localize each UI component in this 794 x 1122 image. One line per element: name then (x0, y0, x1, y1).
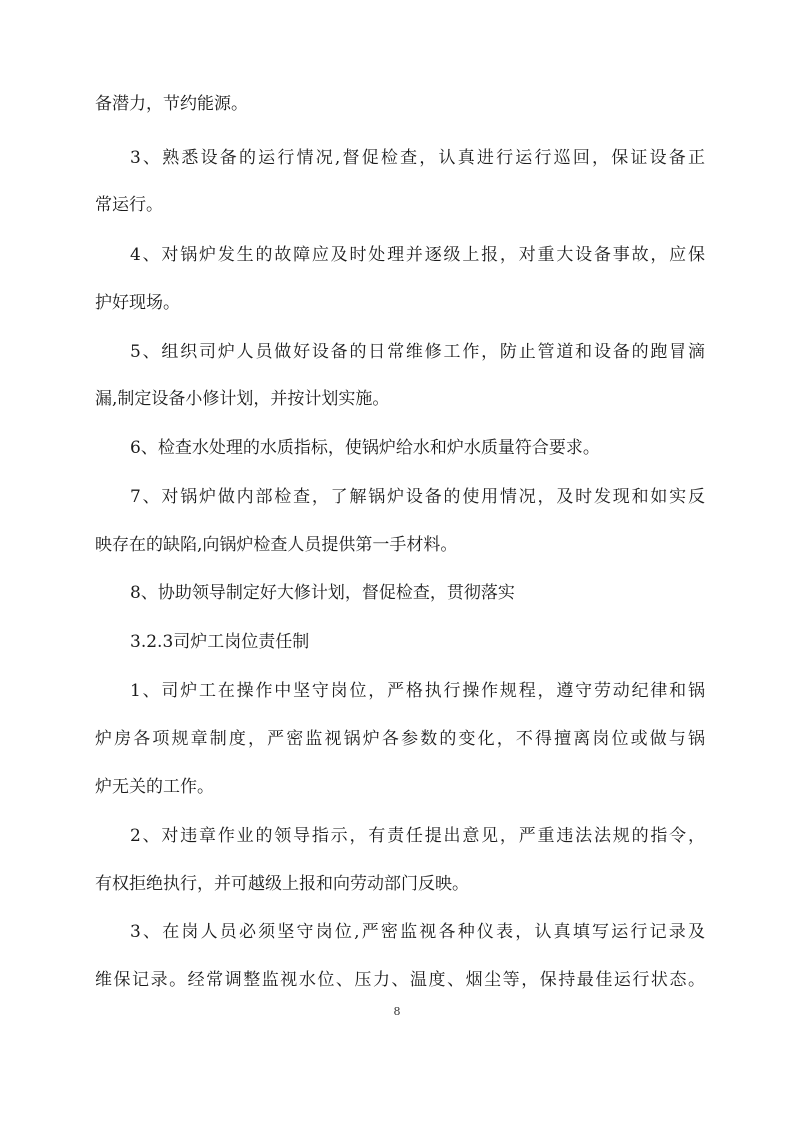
paragraph-line: 5、组织司炉人员做好设备的日常维修工作，防止管道和设备的跑冒滴 (130, 342, 705, 362)
paragraph-line: 3、在岗人员必须坚守岗位,严密监视各种仪表，认真填写运行记录及 (130, 922, 705, 942)
paragraph-line: 常运行。 (95, 195, 163, 215)
paragraph-line: 2、对违章作业的领导指示，有责任提出意见，严重违法法规的指令， (130, 826, 705, 846)
paragraph-line: 维保记录。经常调整监视水位、压力、温度、烟尘等，保持最佳运行状态。 (95, 970, 705, 990)
paragraph-line: 有权拒绝执行，并可越级上报和向劳动部门反映。 (95, 874, 469, 894)
section-heading: 3.2.3司炉工岗位责任制 (130, 632, 310, 652)
page-number: 8 (393, 1005, 401, 1018)
paragraph-line: 炉房各项规章制度，严密监视锅炉各参数的变化，不得擅离岗位或做与锅 (95, 729, 705, 749)
paragraph-line: 1、司炉工在操作中坚守岗位，严格执行操作规程，遵守劳动纪律和锅 (130, 681, 705, 701)
paragraph-line: 7、对锅炉做内部检查，了解锅炉设备的使用情况，及时发现和如实反 (130, 487, 705, 507)
paragraph-line: 炉无关的工作。 (95, 777, 214, 797)
paragraph-line: 护好现场。 (95, 293, 180, 313)
paragraph-line: 3、熟悉设备的运行情况,督促检查，认真进行运行巡回，保证设备正 (130, 148, 705, 168)
paragraph-line: 6、检查水处理的水质指标，使锅炉给水和炉水质量符合要求。 (130, 438, 600, 458)
paragraph-line: 8、协助领导制定好大修计划，督促检查，贯彻落实 (130, 583, 515, 603)
paragraph-line: 备潜力，节约能源。 (95, 94, 248, 114)
paragraph-line: 4、对锅炉发生的故障应及时处理并逐级上报，对重大设备事故，应保 (130, 245, 705, 265)
paragraph-line: 漏,制定设备小修计划，并按计划实施。 (95, 389, 390, 409)
paragraph-line: 映存在的缺陷,向锅炉检查人员提供第一手材料。 (95, 535, 458, 555)
